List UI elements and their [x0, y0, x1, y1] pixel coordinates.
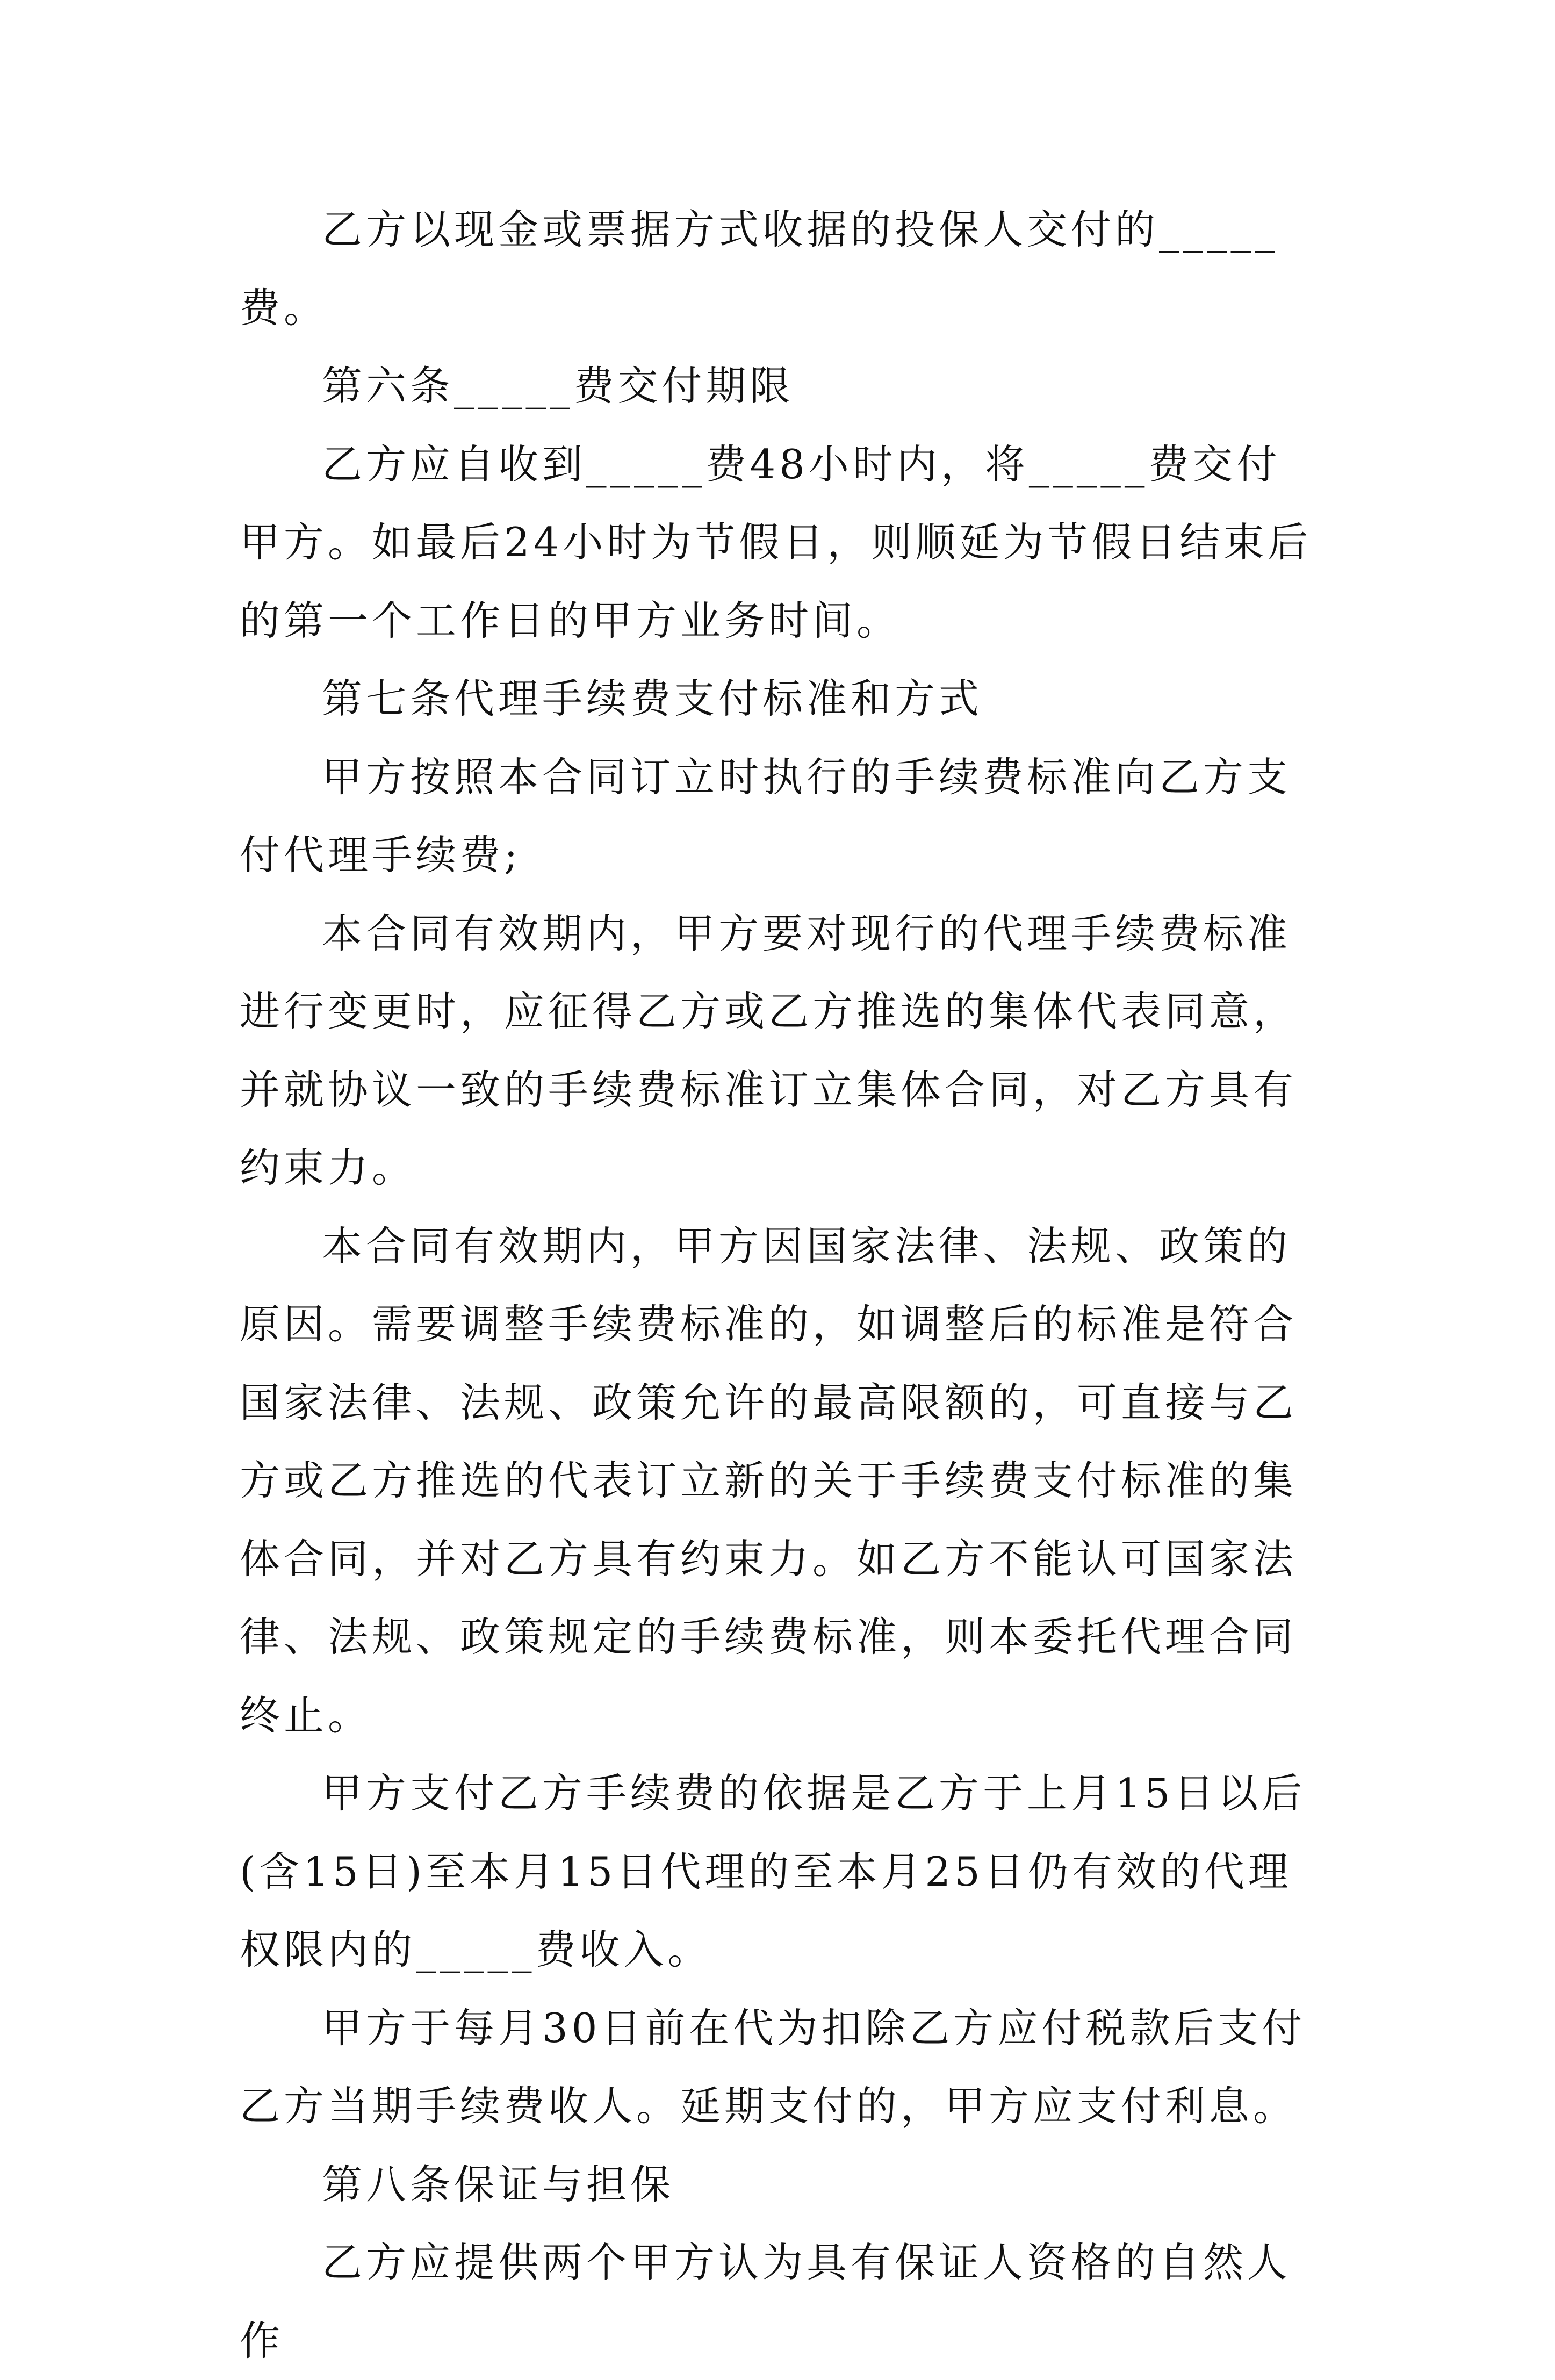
document-body	[240, 191, 1320, 2380]
paragraph-8: 甲方支付乙方手续费的依据是乙方于上月15日以后(含15日)至本月15日代理的至本月25日仍有效的代理权限内的_____费收入。	[240, 1770, 1306, 1973]
paragraph-3: 乙方应自收到_____费48小时内，将_____费交付甲方。如最后24小时为节假日，则顺延为节假日结束后的第一个工作日的甲方业务时间。	[240, 440, 1312, 644]
paragraph-1: 乙方以现金或票据方式收据的投保人交付的_____费。	[240, 206, 1279, 332]
paragraph-11: 乙方应提供两个甲方认为具有保证人资格的自然人作	[240, 2239, 1292, 2364]
article-6-heading: 第六条_____费交付期限	[322, 362, 794, 409]
paragraph-6: 本合同有效期内，甲方要对现行的代理手续费标准进行变更时，应征得乙方或乙方推选的集体代表同意，并就协议一致的手续费标准订立集体合同，对乙方具有约束力。	[240, 909, 1298, 1191]
paragraph-9: 甲方于每月30日前在代为扣除乙方应付税款后支付乙方当期手续费收人。延期支付的，甲方应支付利息。	[240, 2004, 1306, 2130]
paragraph-7: 本合同有效期内，甲方因国家法律、法规、政策的原因。需要调整手续费标准的，如调整后的标准是符合国家法律、法规、政策允许的最高限额的，可直接与乙方或乙方推选的代表订立新的关于手续费支付标准的集体合同，并对乙方具有约束力。如乙方不能认可国家法律、法规、政策规定的手续费标准，则本委托代理合同终止。	[240, 1222, 1298, 1739]
paragraph-5: 甲方按照本合同订立时执行的手续费标准向乙方支付代理手续费;	[240, 753, 1292, 879]
article-7-heading: 第七条代理手续费支付标准和方式	[322, 675, 983, 722]
article-8-heading: 第八条保证与担保	[322, 2160, 675, 2208]
